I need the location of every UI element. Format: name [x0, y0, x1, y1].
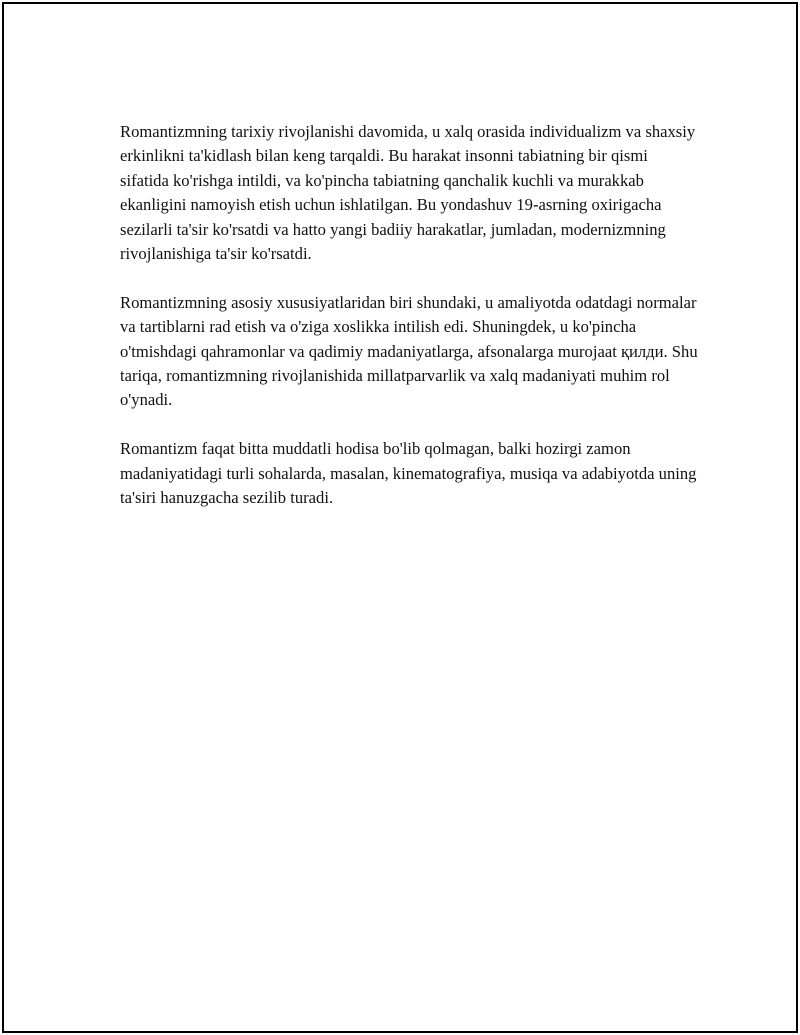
paragraph-1: Romantizmning tarixiy rivojlanishi davomida, u xalq orasida individualizm va shaxsiy erkinlikni ta'kidlash bilan keng tarqaldi. Bu harakat insonni tabiatning bir qismi sifatida ko'rishga intildi, va ko'pincha tabiatning qanchalik kuchli va murakkab ekanligini namoyish etish uchun ishlatilgan. Bu yondashuv 19-asrning oxirigacha sezilarli ta'sir ko'rsatdi va hatto yangi badiiy harakatlar, jumladan, modernizmning rivojlanishiga ta'sir ko'rsatdi. [120, 122, 696, 264]
paragraph-2: Romantizmning asosiy xususiyatlaridan biri shundaki, u amaliyotda odatdagi normalar va tartiblarni rad etish va o'ziga xoslikka intilish edi. Shuningdek, u ko'pincha o'tmishdagi qahramonlar va qadimiy madaniyatlarga, afsonalarga murojaat қилди. Shu tariqa, romantizmning rivojlanishida millatparvarlik va xalq madaniyati muhim rol o'ynadi. [120, 292, 698, 410]
paragraph-3: Romantizm faqat bitta muddatli hodisa bo'lib qolmagan, balki hozirgi zamon madaniyatidagi turli sohalarda, masalan, kinematografiya, musiqa va adabiyotda uning ta'siri hanuzgacha sezilib turadi. [120, 439, 697, 508]
document-body [120, 120, 700, 535]
document-page [2, 2, 798, 1033]
